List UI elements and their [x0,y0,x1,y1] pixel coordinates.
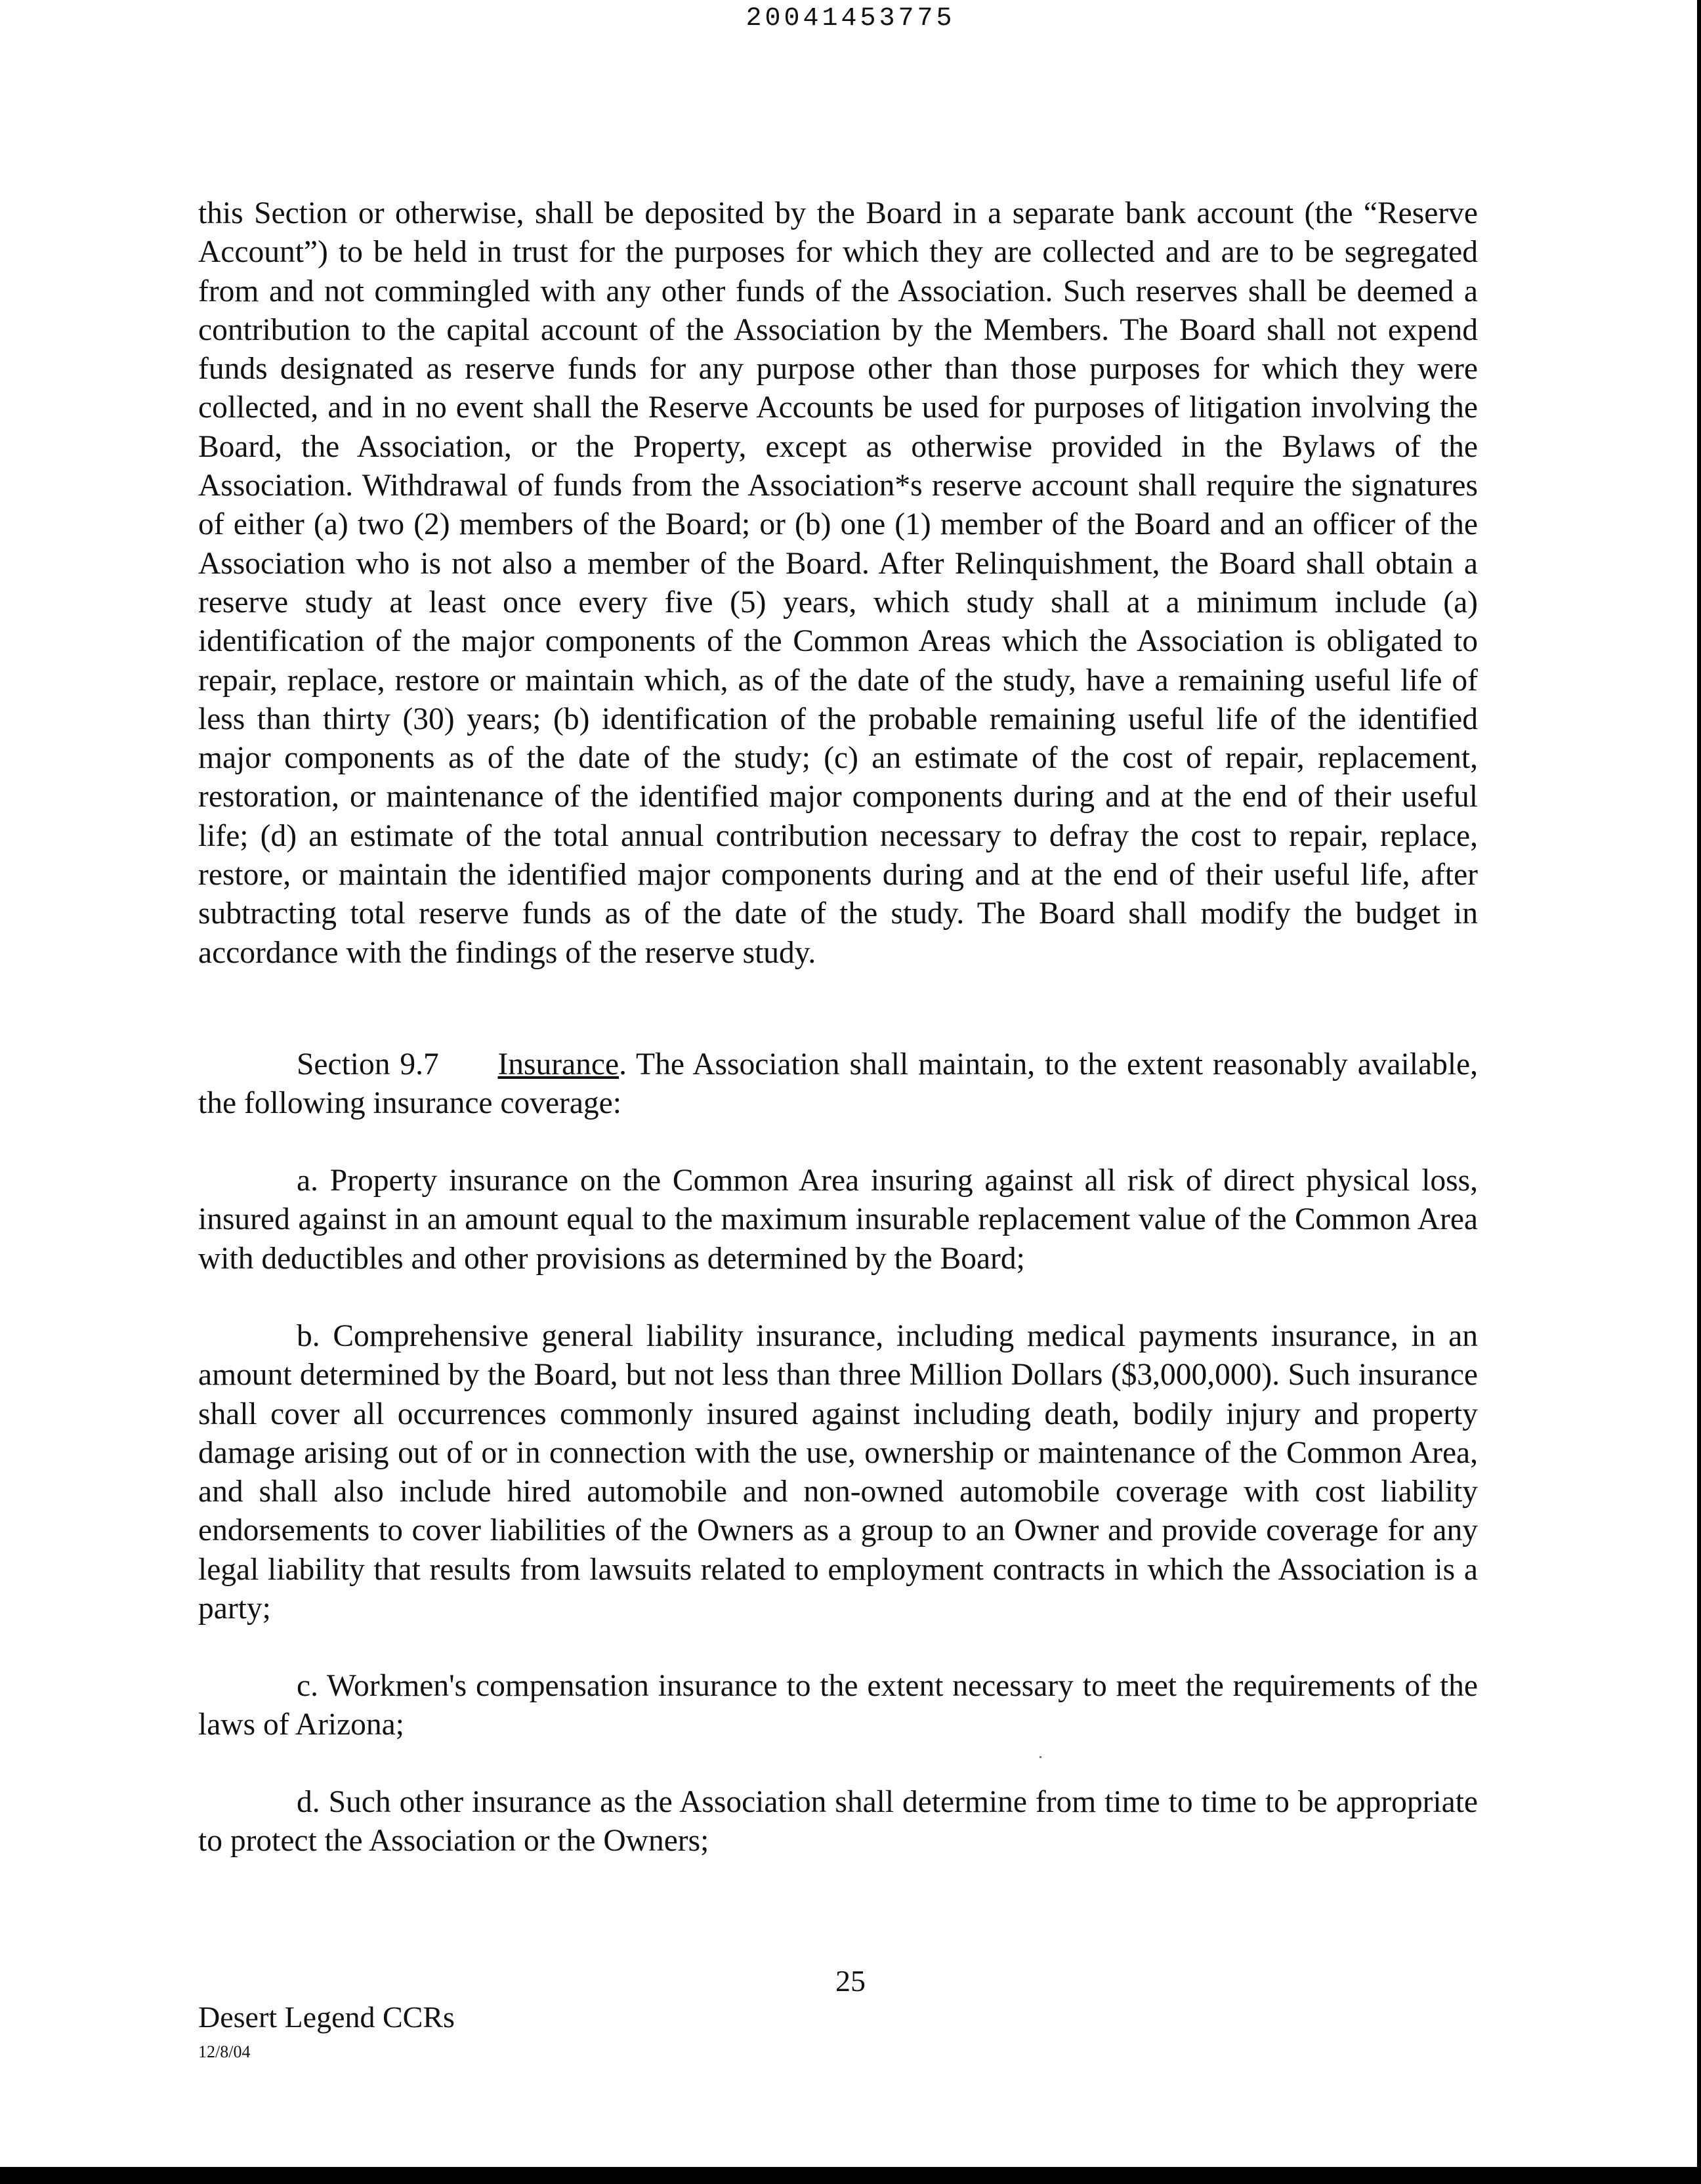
insurance-item-a: a. Property insurance on the Common Area insuring against all risk of direct physical loss, insured against in an amount equal to the maximum insurable replacement value of the Common Area with deductibles and other provisions as determined by the Board; [198,1164,1478,1276]
document-number: 20041453775 [746,4,956,33]
section-9-7-paragraph [198,1045,1478,1124]
section-number: Section 9.7 [297,1047,439,1082]
insurance-item-c: c. Workmen's compensation insurance to the extent necessary to meet the requirements of the laws of Arizona; [198,1669,1478,1742]
reserve-account-paragraph: this Section or otherwise, shall be deposited by the Board in a separate bank account (the “Reserve Account”) to be held in trust for the purposes for which they are collected and are to be segregated from and not commingled with any other funds of the Association. Such reserves shall be deemed a contribution to the capital account of the Association by the Members. The Board shall not expend funds designated as reserve funds for any purpose other than those purposes for which they were collected, and in no event shall the Reserve Accounts be used for purposes of litigation involving the Board, the Association, or the Property, except as otherwise provided in the Bylaws of the Association. Withdrawal of funds from the Association*s reserve account shall require the signatures of either (a) two (2) members of the Board; or (b) one (1) member of the Board and an officer of the Association who is not also a member of the Board. After Relinquishment, the Board shall obtain a reserve study at least once every five (5) years, which study shall at a minimum include (a) identification of the major components of the Common Areas which the Association is obligated to repair, replace, restore or maintain which, as of the date of the study, have a remaining useful life of less than thirty (30) years; (b) identification of the probable remaining useful life of the identified major components as of the date of the study; (c) an estimate of the cost of repair, replacement, restoration, or maintenance of the identified major components during and at the end of their useful life; (d) an estimate of the total annual contribution necessary to defray the cost to repair, replace, restore, or maintain the identified major components during and at the end of their useful life, after subtracting total reserve funds as of the date of the study. The Board shall modify the budget in accordance with the findings of the reserve study. [198,196,1478,970]
footer-date: 12/8/04 [198,2042,251,2061]
footer-document-title: Desert Legend CCRs [198,2000,455,2034]
section-title: Insurance [497,1047,620,1082]
insurance-item-d: d. Such other insurance as the Association shall determine from time to time to be appropriate to protect the Association or the Owners; [198,1785,1478,1858]
section-text: . The Association shall maintain, to the extent reasonably available, the following insurance coverage: [198,1047,1478,1121]
insurance-item-b: b. Comprehensive general liability insurance, including medical payments insurance, in an amount determined by the Board, but not less than three Million Dollars ($3,000,000). Such insurance shall cover all occurrences commonly insured against including death, bodily injury and property damage arising out of or in connection with the use, ownership or maintenance of the Common Area, and shall also include hired automobile and non-owned automobile coverage with cost liability endorsements to cover liabilities of the Owners as a group to an Owner and provide coverage for any legal liability that results from lawsuits related to employment contracts in which the Association is a party; [198,1319,1478,1626]
scan-border-right [1697,0,1701,2184]
scan-speck [1040,1756,1041,1758]
page-number: 25 [835,1964,866,1998]
scan-border-bottom [0,2167,1701,2184]
